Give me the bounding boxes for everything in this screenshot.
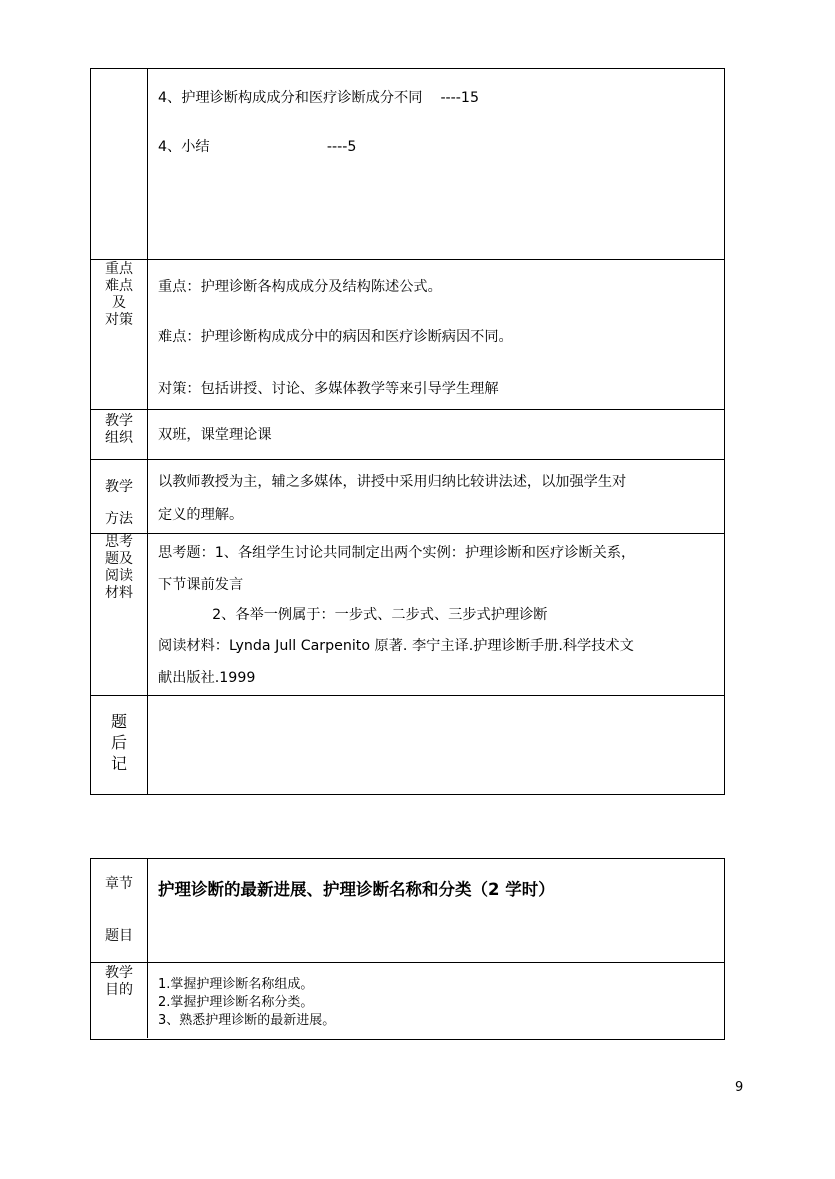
teaching-goal-content <box>148 963 724 1038</box>
teaching-org-text: 双班，课堂理论课 <box>158 427 272 443</box>
page-number: 9 <box>735 1080 744 1095</box>
teaching-org-row <box>91 409 724 459</box>
reading-label-line-1: 思考 <box>105 534 133 550</box>
outline-line-1: 4、护理诊断构成成分和医疗诊断成分不同 ----15 <box>158 90 479 106</box>
outline-row <box>91 69 724 259</box>
chapter-title-label-line-2: 题目 <box>105 928 133 944</box>
question-line-3: 2、各举一例属于：一步式、二步式、三步式护理诊断 <box>158 607 548 623</box>
post-lesson-label-line-3: 记 <box>110 754 127 773</box>
reading-label-line-4: 材料 <box>105 585 133 601</box>
outline-content <box>148 69 724 259</box>
key-points-row <box>91 259 724 409</box>
teaching-method-row <box>91 459 724 533</box>
chapter-title-row <box>91 859 724 962</box>
key-points-content <box>148 260 724 409</box>
difficulty-line: 难点：护理诊断构成成分中的病因和医疗诊断病因不同。 <box>158 329 513 345</box>
teaching-org-label-line-1: 教学 <box>105 413 133 429</box>
reading-line-1: 阅读材料：Lynda Jull Carpenito 原著. 李宁主译.护理诊断手册.科学技术文 <box>158 638 634 654</box>
teaching-goal-line-3: 3、熟悉护理诊断的最新进展。 <box>158 1013 336 1028</box>
teaching-goal-line-1: 1.掌握护理诊断名称组成。 <box>158 977 314 992</box>
question-line-2: 下节课前发言 <box>158 577 244 593</box>
teaching-goal-label-line-1: 教学 <box>105 965 133 981</box>
post-lesson-label-line-1: 题 <box>110 712 127 731</box>
lesson-plan-table-2 <box>90 858 725 1040</box>
key-point-line: 重点：护理诊断各构成成分及结构陈述公式。 <box>158 279 442 295</box>
reading-label <box>91 534 148 695</box>
chapter-title: 护理诊断的最新进展、护理诊断名称和分类（2 学时） <box>158 880 555 899</box>
outline-line-2: 4、小结 ----5 <box>158 139 357 155</box>
teaching-method-line-1: 以教师教授为主，辅之多媒体，讲授中采用归纳比较讲法述，以加强学生对 <box>158 474 627 490</box>
reading-label-line-2: 题及 <box>105 551 133 567</box>
reading-row <box>91 533 724 695</box>
teaching-org-content <box>148 410 724 459</box>
key-points-label-line-1: 重点 <box>105 261 133 277</box>
teaching-org-label <box>91 410 148 459</box>
teaching-goal-line-2: 2.掌握护理诊断名称分类。 <box>158 995 314 1010</box>
teaching-goal-row <box>91 962 724 1038</box>
key-points-label-line-4: 对策 <box>105 312 133 328</box>
outline-label <box>91 69 148 259</box>
key-points-label-line-2: 难点 <box>105 278 133 294</box>
lesson-plan-table-1 <box>90 68 725 795</box>
teaching-method-line-2: 定义的理解。 <box>158 507 244 523</box>
reading-content <box>148 534 724 695</box>
post-lesson-label <box>91 696 148 794</box>
post-lesson-content <box>148 696 724 794</box>
teaching-method-label <box>91 460 148 533</box>
strategy-line: 对策：包括讲授、讨论、多媒体教学等来引导学生理解 <box>158 381 499 397</box>
teaching-org-label-line-2: 组织 <box>105 430 133 446</box>
teaching-goal-label-line-2: 目的 <box>105 982 133 998</box>
chapter-title-label <box>91 859 148 962</box>
key-points-label <box>91 260 148 409</box>
reading-label-line-3: 阅读 <box>105 568 133 584</box>
teaching-method-label-line-1: 教学 <box>105 479 133 495</box>
teaching-goal-label <box>91 963 148 1038</box>
reading-line-2: 献出版社.1999 <box>158 670 256 686</box>
post-lesson-row <box>91 695 724 794</box>
teaching-method-content <box>148 460 724 533</box>
post-lesson-label-line-2: 后 <box>110 733 127 752</box>
chapter-title-label-line-1: 章节 <box>105 876 133 892</box>
question-line-1: 思考题：1、各组学生讨论共同制定出两个实例：护理诊断和医疗诊断关系， <box>158 545 636 561</box>
chapter-title-content <box>148 859 724 962</box>
key-points-label-line-3: 及 <box>112 295 126 311</box>
teaching-method-label-line-2: 方法 <box>105 511 133 527</box>
